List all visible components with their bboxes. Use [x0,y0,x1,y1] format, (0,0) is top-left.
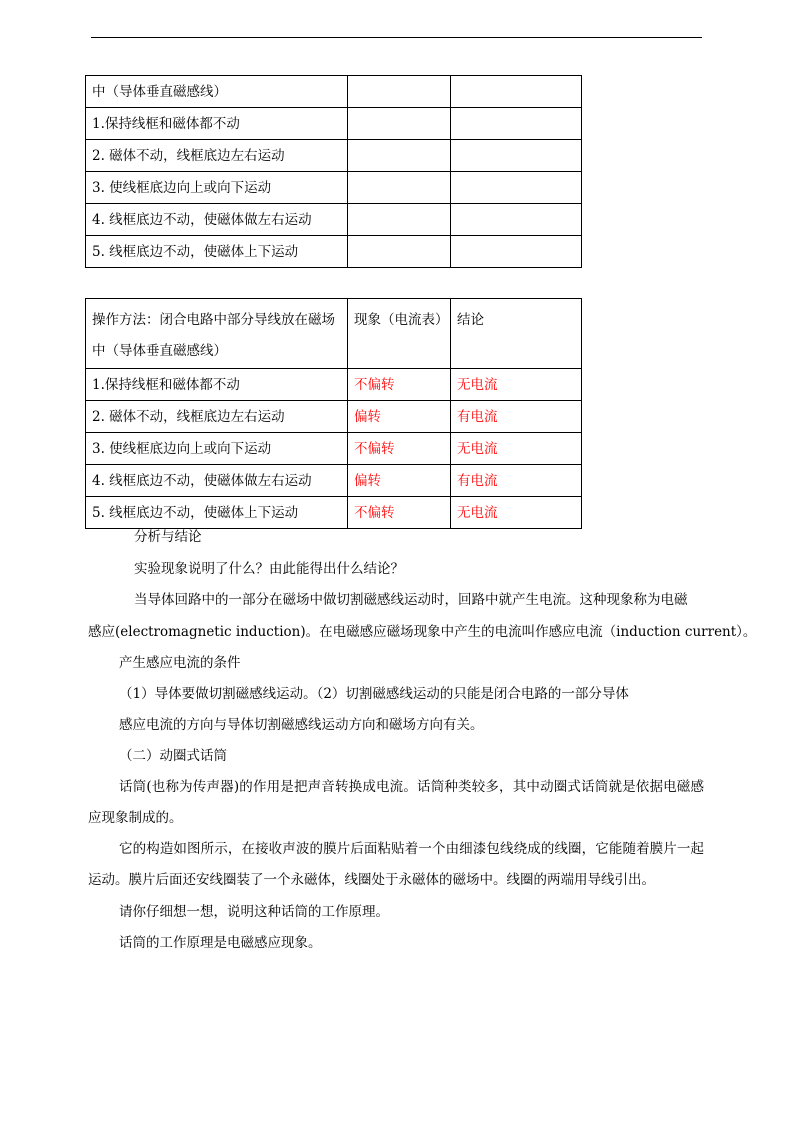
phenomenon-cell [348,76,451,108]
operation-cell: 4. 线框底边不动，使磁体做左右运动 [86,204,348,236]
table-row [86,76,582,108]
phenomenon-cell: 不偏转 [348,369,451,401]
answer-text: 话筒的工作原理是电磁感应现象。 [119,935,322,951]
mic-heading: （二）动圈式话筒 [119,748,227,764]
conditions-heading: 产生感应电流的条件 [119,655,241,671]
table-row [86,204,582,236]
phenomenon-cell [348,236,451,268]
induction-definition-line1: 当导体回路中的一部分在磁场中做切割磁感线运动时，回路中就产生电流。这种现象称为电磁 [134,592,688,608]
experiment-table-filled [85,298,582,529]
phenomenon-cell [348,108,451,140]
operation-cell: 3. 使线框底边向上或向下运动 [86,433,348,465]
phenomenon-cell [348,204,451,236]
conclusion-cell [451,172,582,204]
mic-intro: 话筒(也称为传声器)的作用是把声音转换成电流。话筒种类较多，其中动圈式话筒就是依据电磁感应现象制成的。 [88,779,704,826]
conclusion-cell: 无电流 [451,369,582,401]
conclusion-cell [451,76,582,108]
table-header-row [86,299,582,369]
table-row [86,172,582,204]
induction-definition-line2: 感应(electromagnetic induction)。在电磁感应磁场现象中产生的电流叫作感应电流（induction current）。 [88,624,757,640]
operation-cell: 5. 线框底边不动，使磁体上下运动 [86,497,348,529]
operation-cell: 3. 使线框底边向上或向下运动 [86,172,348,204]
operation-cell: 2. 磁体不动，线框底边左右运动 [86,140,348,172]
phenomenon-cell: 偏转 [348,465,451,497]
operation-cell: 中（导体垂直磁感线） [86,76,348,108]
phenomenon-cell [348,172,451,204]
analysis-heading: 分析与结论 [134,529,202,545]
table-row [86,236,582,268]
header-method: 操作方法：闭合电路中部分导线放在磁场中（导体垂直磁感线） [86,299,348,369]
direction-text: 感应电流的方向与导体切割磁感线运动方向和磁场方向有关。 [119,717,484,733]
table-row [86,465,582,497]
table-row [86,401,582,433]
conclusion-cell [451,108,582,140]
conclusion-cell [451,204,582,236]
table-row [86,433,582,465]
conclusion-cell: 无电流 [451,497,582,529]
conclusion-cell [451,236,582,268]
phenomenon-cell: 不偏转 [348,497,451,529]
conditions-text: （1）导体要做切割磁感线运动。（2）切割磁感线运动的只能是闭合电路的一部分导体 [119,686,629,702]
prompt-text: 请你仔细想一想，说明这种话筒的工作原理。 [119,904,389,920]
operation-cell: 2. 磁体不动，线框底边左右运动 [86,401,348,433]
conclusion-cell: 有电流 [451,401,582,433]
experiment-table-blank [85,75,582,268]
mic-structure: 它的构造如图所示，在接收声波的膜片后面粘贴着一个由细漆包线绕成的线圈，它能随着膜片一起运动。膜片后面还安线圈装了一个永磁体，线圈处于永磁体的磁场中。线圈的两端用导线引出。 [88,841,704,888]
operation-cell: 4. 线框底边不动，使磁体做左右运动 [86,465,348,497]
conclusion-cell [451,140,582,172]
conclusion-cell: 有电流 [451,465,582,497]
phenomenon-cell: 不偏转 [348,433,451,465]
operation-cell: 1.保持线框和磁体都不动 [86,108,348,140]
table-row [86,140,582,172]
operation-cell: 1.保持线框和磁体都不动 [86,369,348,401]
table-row [86,108,582,140]
operation-cell: 5. 线框底边不动，使磁体上下运动 [86,236,348,268]
table1-body [86,76,582,268]
phenomenon-cell [348,140,451,172]
header-rule [91,37,702,38]
phenomenon-cell: 偏转 [348,401,451,433]
conclusion-cell: 无电流 [451,433,582,465]
header-phenomenon: 现象（电流表） [348,299,451,369]
header-conclusion: 结论 [451,299,582,369]
table-row [86,369,582,401]
question-text: 实验现象说明了什么？由此能得出什么结论？ [134,561,404,577]
